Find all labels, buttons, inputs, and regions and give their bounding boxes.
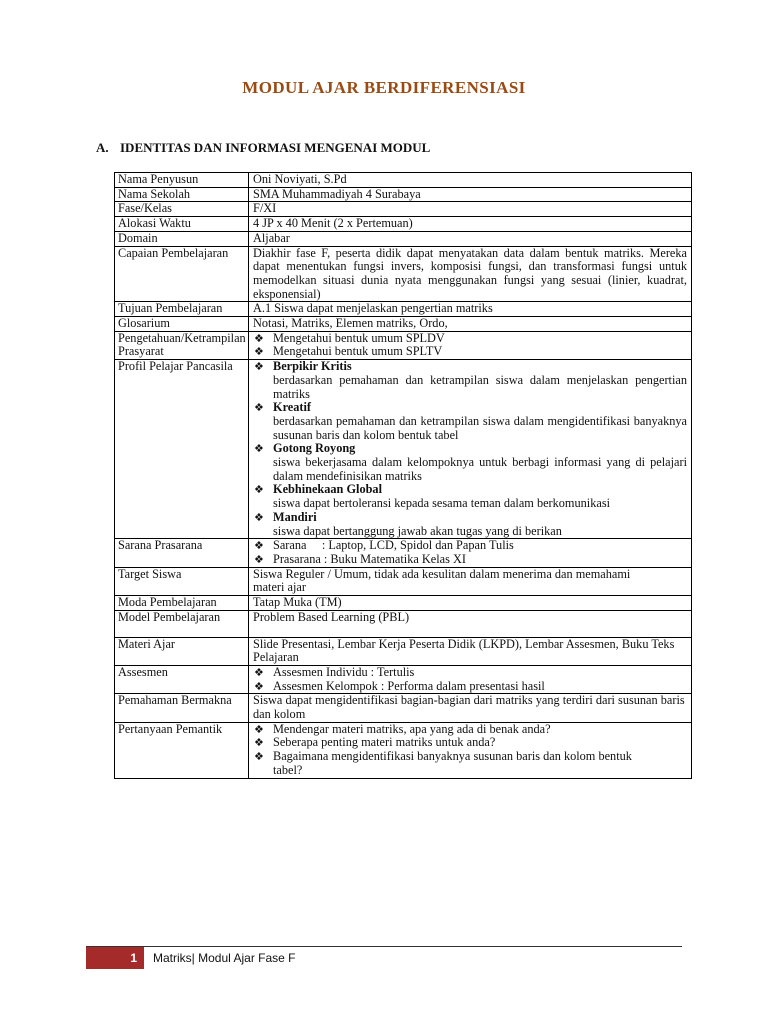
list-item: ❖ Seberapa penting materi matriks untuk anda? (253, 736, 687, 750)
row-value (249, 665, 692, 693)
row-value: A.1 Siswa dapat menjelaskan pengertian matriks (249, 302, 692, 317)
row-value (249, 539, 692, 567)
row-value: Siswa Reguler / Umum, tidak ada kesulitan dalam menerima dan memahami materi ajar (249, 567, 692, 595)
table-row (115, 231, 692, 246)
footer-divider (86, 946, 682, 947)
row-value (249, 331, 692, 359)
row-label: Domain (115, 231, 249, 246)
row-label: Profil Pelajar Pancasila (115, 360, 249, 539)
table-row (115, 246, 692, 302)
row-label: Moda Pembelajaran (115, 596, 249, 611)
table-row (115, 610, 692, 637)
table-row (115, 173, 692, 188)
row-value: 4 JP x 40 Menit (2 x Pertemuan) (249, 217, 692, 232)
row-value: Diakhir fase F, peserta didik dapat menyatakan data dalam bentuk matriks. Mereka dapat menentukan fungsi invers, komposisi fungsi, dan transformasi fungsi untuk memodelkan situasi dunia nyata menggunakan fungsi yang sesuai (linier, kuadrat, eksponensial) (249, 246, 692, 302)
profile-item-desc: berdasarkan pemahaman dan ketrampilan siswa dalam mengidentifikasi banyaknya susunan baris dan kolom bentuk tabel (273, 413, 687, 442)
row-label: Alokasi Waktu (115, 217, 249, 232)
row-label: Pemahaman Bermakna (115, 694, 249, 722)
row-label: Nama Sekolah (115, 187, 249, 202)
spacer (253, 625, 687, 637)
table-row (115, 302, 692, 317)
row-value-text: Problem Based Learning (PBL) (253, 609, 410, 624)
profile-item-title: ❖ Gotong Royong (253, 442, 687, 456)
table-row (115, 596, 692, 611)
list-item: ❖ Assesmen Kelompok : Performa dalam presentasi hasil (253, 680, 687, 694)
section-heading-text: IDENTITAS DAN INFORMASI MENGENAI MODUL (120, 140, 431, 155)
row-value (249, 360, 692, 539)
row-value: Notasi, Matriks, Elemen matriks, Ordo, (249, 317, 692, 332)
row-value: Oni Noviyati, S.Pd (249, 173, 692, 188)
list-item: ❖ Sarana : Laptop, LCD, Spidol dan Papan Tulis (253, 539, 687, 553)
row-value (249, 610, 692, 637)
page-number-badge: 1 (86, 947, 144, 969)
row-label: Sarana Prasarana (115, 539, 249, 567)
section-number: A. (96, 140, 109, 155)
table-row (115, 665, 692, 693)
row-value: Aljabar (249, 231, 692, 246)
row-label: Capaian Pembelajaran (115, 246, 249, 302)
table-row (115, 331, 692, 359)
row-value: F/XI (249, 202, 692, 217)
row-label: Assesmen (115, 665, 249, 693)
profile-item-desc: siswa bekerjasama dalam kelompoknya untuk berbagi informasi yang di pelajari dalam mendefinisikan matriks (273, 455, 687, 483)
row-label: Pengetahuan/Ketrampilan Prasyarat (115, 331, 249, 359)
list-item: ❖ Prasarana : Buku Matematika Kelas XI (253, 553, 687, 567)
row-label: Pertanyaan Pemantik (115, 722, 249, 778)
list-item: ❖ Mengetahui bentuk umum SPLTV (253, 345, 687, 359)
profile-item-desc: berdasarkan pemahaman dan ketrampilan siswa dalam menjelaskan pengertian matriks (273, 372, 687, 401)
profile-item-title: ❖ Berpikir Kritis (253, 360, 687, 374)
list-item: ❖ Assesmen Individu : Tertulis (253, 666, 687, 680)
table-row (115, 722, 692, 778)
row-label: Nama Penyusun (115, 173, 249, 188)
module-identity-table (114, 172, 692, 779)
row-label: Model Pembelajaran (115, 610, 249, 637)
table-row (115, 360, 692, 539)
table-row (115, 637, 692, 665)
row-value (249, 722, 692, 778)
list-item: ❖ Mengetahui bentuk umum SPLDV (253, 332, 687, 346)
profile-item-title: ❖ Kreatif (253, 401, 687, 415)
table-row (115, 217, 692, 232)
row-value: Tatap Muka (TM) (249, 596, 692, 611)
table-row (115, 539, 692, 567)
list-item: ❖ Mendengar materi matriks, apa yang ada di benak anda? (253, 723, 687, 737)
document-title: MODUL AJAR BERDIFERENSIASI (242, 78, 526, 97)
row-label: Materi Ajar (115, 637, 249, 665)
row-label: Target Siswa (115, 567, 249, 595)
row-label: Fase/Kelas (115, 202, 249, 217)
profile-item-title: ❖ Mandiri (253, 511, 687, 525)
row-label: Tujuan Pembelajaran (115, 302, 249, 317)
row-value: SMA Muhammadiyah 4 Surabaya (249, 187, 692, 202)
table-row (115, 187, 692, 202)
row-value: Slide Presentasi, Lembar Kerja Peserta Didik (LKPD), Lembar Assesmen, Buku Teks Pelajaran (249, 637, 692, 665)
section-heading (96, 140, 430, 156)
list-item: ❖ Bagaimana mengidentifikasi banyaknya susunan baris dan kolom bentuk tabel? (253, 750, 687, 777)
profile-item-title: ❖ Kebhinekaan Global (253, 483, 687, 497)
profile-item-desc: siswa dapat bertanggung jawab akan tugas yang di berikan (273, 523, 562, 538)
table-row (115, 202, 692, 217)
profile-item-desc: siswa dapat bertoleransi kepada sesama teman dalam berkomunikasi (273, 496, 611, 511)
table-row (115, 317, 692, 332)
table-row (115, 567, 692, 595)
table-row (115, 694, 692, 722)
row-label: Glosarium (115, 317, 249, 332)
row-value: Siswa dapat mengidentifikasi bagian-bagian dari matriks yang terdiri dari susunan baris dan kolom (249, 694, 692, 722)
footer-text: Matriks| Modul Ajar Fase F (153, 951, 296, 965)
